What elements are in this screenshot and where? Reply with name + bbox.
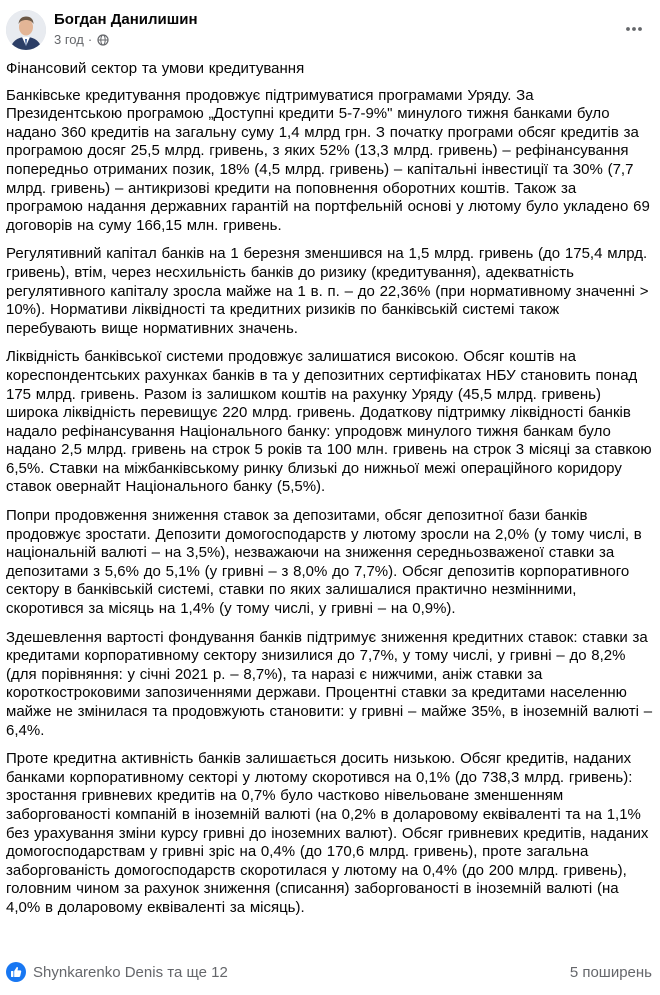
post-meta: [54, 32, 109, 47]
post-timestamp[interactable]: 3 год: [54, 32, 84, 47]
post-header: [0, 0, 660, 62]
reactions-summary[interactable]: Shynkarenko Denis та ще 12: [33, 964, 228, 981]
more-options-button[interactable]: [622, 20, 646, 38]
post-paragraph: Ліквідність банківської системи продовжує залишатися високою. Обсяг коштів на кореспондентських рахунках банків в та у депозитних сертифікатах НБУ становить понад 175 млрд. гривень. Разом із залишком коштів на рахунку Уряду (45,5 млрд. гривень) широка ліквідність перевищує 220 млрд. гривень. Додаткову підтримку ліквідності банків надало рефінансування Національного банку: упродовж минулого тижня банкам було надано 2,5 млрд. гривень на строк 5 років та 100 млн. гривень на строк 3 місяці за ставкою 6,5%. Ставки на міжбанківському ринку близькі до нижньої межі операційного коридору ставок овернайт Національного банку (5,5%).: [6, 348, 652, 496]
like-icon[interactable]: [6, 962, 26, 982]
globe-icon[interactable]: [97, 34, 109, 46]
post-paragraph: Проте кредитна активність банків залишається досить низькою. Обсяг кредитів, наданих банками корпоративному секторі у лютому скоротився на 0,1% (до 738,3 млрд. гривень): зростання гривневих кредитів на 0,7% було частково нівельоване зменшенням заборгованості компаній в іноземній валюті (на 0,2% в доларовому еквіваленті та на 1,1% без урахування зміни курсу гривні до іноземних валют). Обсяг гривневих кредитів, наданих домогосподарствам у гривні зріс на 0,4% (до 170,6 млрд. гривень), проте загальна заборгованість домогосподарств скоротилася у лютому на 0,4% (до 200 млрд. гривень), головним чином за рахунок зниження (списання) заборгованості в іноземній валюті (на 4,0% в доларовому еквіваленті за місяць).: [6, 750, 649, 916]
post-paragraph: Здешевлення вартості фондування банків підтримує зниження кредитних ставок: ставки за кредитами корпоративному сектору знизилися до 7,7%, у тому числі, у гривні – до 8,2% (для порівняння: у січні 2021 р. – 8,7%), та наразі є нижчими, аніж ставки за короткостроковими запозиченнями держави. Процентні ставки за кредитами населенню майже не змінилася та продовжують становити: у гривні – майже 35%, в іноземній валюті – 6,4%.: [6, 628, 653, 739]
more-horizontal-icon: [625, 26, 643, 32]
thumbs-up-icon: [10, 966, 22, 978]
post-footer: [0, 958, 660, 988]
meta-separator: ·: [87, 32, 93, 47]
post-title: Фінансовий сектор та умови кредитування: [6, 60, 305, 77]
post-text: [6, 60, 654, 928]
post-paragraph: Попри продовження зниження ставок за депозитами, обсяг депозитної бази банків продовжує зростати. Депозити домогосподарств у лютому зросли на 2,0% (у тому числі, в національній валюті – на 3,5%), незважаючи на зниження середньозваженої ставки за депозитами з 5,6% до 5,1% (у гривні – з 8,0% до 7,7%). Обсяг депозитів корпоративного сектору в банківській системі, ставки по яких залишалися практично незмінними, скоротився за місяць на 1,4% (у тому числі, у гривні – на 0,9%).: [6, 507, 642, 618]
avatar-photo: [6, 10, 46, 50]
shares-count[interactable]: 5 поширень: [569, 964, 652, 981]
author-name[interactable]: Богдан Данилишин: [54, 11, 198, 28]
post-paragraph: Банківське кредитування продовжує підтримуватися програмами Уряду. За Президентською програмою „Доступні кредити 5-7-9%" минулого тижня банками було надано 360 кредитів на загальну суму 1,4 млрд грн. З початку програми обсяг кредитів за програмою досяг 25,5 млрд. гривень, з яких 52% (13,3 млрд. гривень) – рефінансування попередньо отриманих позик, 18% (4,5 млрд. гривень) – капітальні інвестиції та 30% (7,7 млрд. гривень) – антикризові кредити на поповнення оборотних коштів. Також за програмою надання державних гарантій на портфельній основі у лютому було укладено 69 договорів на суму 166,15 млн. гривень.: [6, 86, 650, 234]
post-paragraph: Регулятивний капітал банків на 1 березня зменшився на 1,5 млрд. гривень (до 175,4 млрд. гривень), втім, через несхильність банків до ризику (кредитування), адекватність регулятивного капіталу зросла майже на 1 в. п. – до 22,36% (при нормативному значенні > 10%). Нормативи ліквідності та кредитних ризиків по банківській системі також перебувають вище нормативних значень.: [6, 245, 649, 337]
author-avatar[interactable]: [6, 10, 46, 50]
